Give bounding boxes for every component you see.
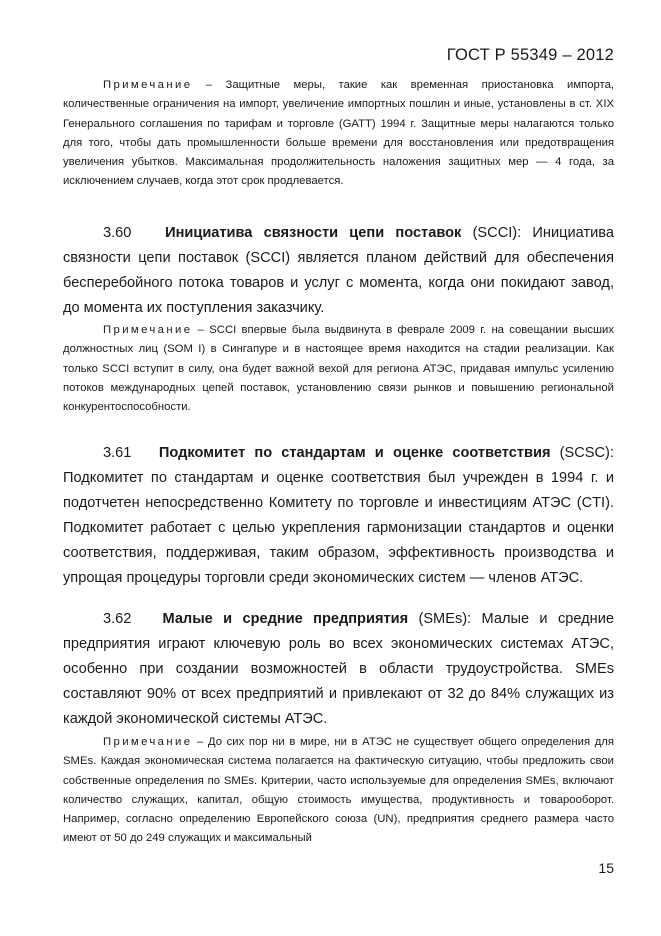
section-text: : Подкомитет по стандартам и оценке соответствия был учрежден в 1994 г. и подотчетен непосредственно Комитету по торговле и инвестициям АТЭС (CTI). Подкомитет работает с целью укрепления гармонизации стандартов и оценки соответствия, поддерживая, таким образом, эффективность производства и упрощая процедуры торговли среди экономических систем — членов АТЭС. xyxy=(63,445,614,586)
section-text: : Инициатива связности цепи поставок (SCCI) является планом действий для обеспечения бесперебойного потока товаров и услуг с момента, когда они покидают завод, до момента их поступления заказчику. xyxy=(63,225,614,316)
note-text: – Защитные меры, такие как временная приостановка импорта, количественные ограничения на импорт, увеличение импортных пошлин и иные, установлены в ст. XIX Генерального соглашения по тарифам и торговле (GATT) 1994 г. Защитные меры налагаются только для того, чтобы дать промышленности больше времени для восстановления или предотвращения увеличения убытков. Максимальная продолжительность наложения защитных мер — 4 года, за исключением случаев, когда этот срок продлевается. xyxy=(63,79,614,188)
section-number: 3.61 xyxy=(103,445,132,461)
section-term: Подкомитет по стандартам и оценке соответствия xyxy=(158,445,551,461)
section-number: 3.60 xyxy=(103,225,132,241)
section-3-61 xyxy=(63,441,614,590)
note-text: – SCCI впервые была выдвинута в феврале 2009 г. на совещании высших должностных лиц (SOM I) в Сингапуре и в настоящее время находится на стадии реализации. Как только SCCI вступит в силу, она будет важной вехой для региона АТЭС, придавая импульс усилению потоков международных цепей поставок, установлению связи рынков и повышению региональной конкурентоспособности. xyxy=(63,324,614,414)
note-scci xyxy=(63,321,614,417)
note-label: Примечание xyxy=(103,736,193,748)
document-header xyxy=(447,46,614,65)
note-smes xyxy=(63,733,614,849)
section-3-60 xyxy=(63,221,614,321)
note-label: Примечание xyxy=(103,79,193,91)
section-abbr: (SMEs) xyxy=(418,611,468,627)
section-text: : Малые и средние предприятия играют ключевую роль во всех экономических системах АТЭС, особенно при создании возможностей в области трудоустройства. SMEs составляют 90% от всех предприятий и привлекают от 32 до 84% служащих из каждой экономической системы АТЭС. xyxy=(63,611,614,727)
section-term: Малые и средние предприятия xyxy=(162,611,409,627)
note-text: – До сих пор ни в мире, ни в АТЭС не существует общего определения для SMEs. Каждая экономическая система полагается на фактическую ситуацию, чтобы предложить свои собственные определения по SMEs. Критерии, часто используемые для определения SMEs, включают количество служащих, капитал, общую стоимость имущества, продуктивность и товарооборот. Например, согласно определению Европейского союза (UN), предприятия среднего размера часто имеют от 50 до 249 служащих и максимальный xyxy=(63,736,614,845)
section-number: 3.62 xyxy=(103,611,132,627)
section-abbr: (SCCI) xyxy=(472,225,518,241)
section-abbr: (SCSC) xyxy=(559,445,610,461)
section-3-62 xyxy=(63,607,614,732)
section-term: Инициатива связности цепи поставок xyxy=(165,225,462,241)
note-safeguard-measures xyxy=(63,76,614,192)
note-label: Примечание xyxy=(103,324,193,336)
standard-designation: ГОСТ Р 55349 – 2012 xyxy=(446,46,614,64)
page-number: 15 xyxy=(598,860,614,876)
